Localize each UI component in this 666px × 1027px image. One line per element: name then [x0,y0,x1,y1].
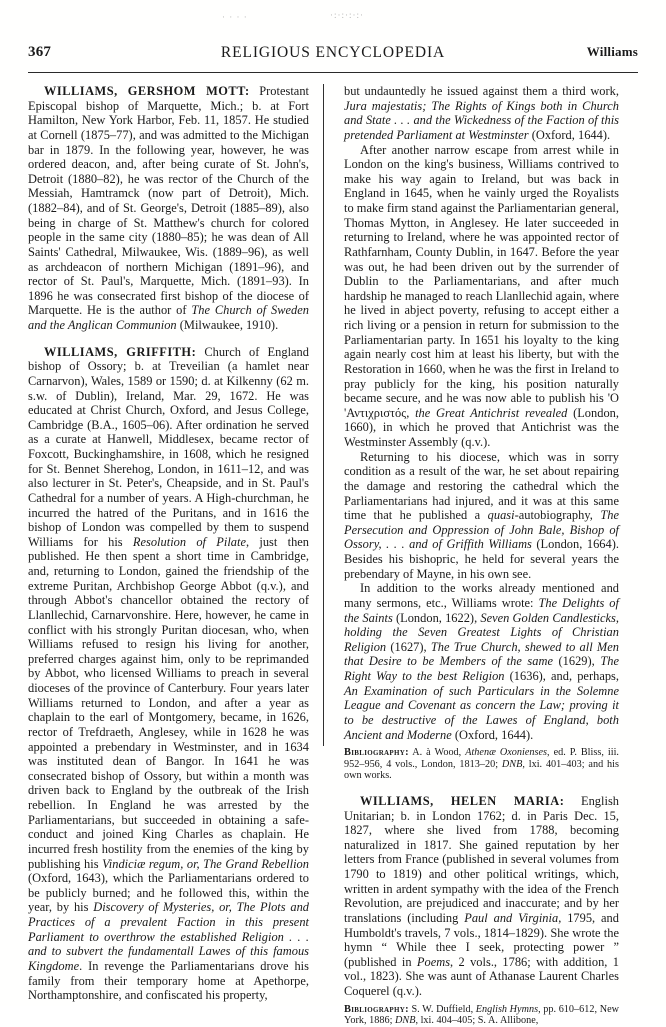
column-right [324,84,620,1027]
paragraph-text-1: After another narrow escape from arrest while in London on the king's business, Williams contrived to make his way again to Ireland, but was back in England in 1645, when he vainly urged the Royalists to make firm stand against the Parliamentarian general, Thomas Mytton, in Anglesey. He later succeeded in returning to Ireland, where he was appointed rector of Rathfarnham, County Dublin, in 1647. Before the year was out, he had been driven out by the surrender of Dublin to the Parliamentarians, and after much hardship he managed to reach Llanllechid again, where he lived in abject poverty, refusing to accept either a rich living or a pension in return for submission to the Parliamentarian party. In 1651 his loyalty to the king again nearly cost him at least his liberty, but with the Restoration in 1660, when he was the first in Ireland to pray publicly for the king, his position naturally became secure, and he was now able to publish his [344,142,619,406]
entry-text-4: . In revenge the Parliamentarians drove his family from their temporary home at Apethorpe, Northamptonshire, and confiscated his property, [28,958,309,1003]
continuation-text-1: but undauntedly he issued against them a third work, [344,84,619,98]
paragraph-restoration [344,143,619,450]
entry-text-3: , 2 vols., 1786; with addition, 1 vol., 1823). She was aunt of Athanase Laurent Charles Coquerel (q.v.). [344,954,619,999]
paragraph-works-list [344,581,619,742]
entry-text-2: (Milwaukee, 1910). [176,318,279,332]
entry-headword: WILLIAMS, GERSHOM MOTT: [44,84,250,98]
paragraph-text-6: (Oxford, 1644). [451,727,534,742]
running-title: RELIGIOUS ENCYCLOPEDIA [220,44,446,61]
bibliography-title-a: English Hymns [475,1003,539,1015]
work-title-2: Seven Golden Candlesticks, holding the Seven Greatest Lights of Christian Religion [344,610,620,654]
work-title-1: Paul and Virginia [464,910,559,925]
running-head [28,44,638,64]
bibliography-text-c: , lxi. 401–403; and his own works. [344,758,619,782]
work-title-1: Resolution of Pilate [132,534,246,549]
bibliography-text-b: , ed. P. Bliss, iii. 952–956, 4 vols., London, 1813–20; [344,747,619,770]
bibliography-helen-maria [344,1004,619,1027]
work-title-5: An Examination of such Particulars in the Solemne League and Covenant as concern the Law; proving it to be destructive of the Lawes of England, both Ancient and Moderne [344,683,619,742]
greek-title: 'Ο 'Αντιχριστός [344,391,619,420]
quasi-italic: quasi [487,508,515,523]
work-title-2: The Persecution and Oppression of John Bale, Bishop of Ossory, . . . and of Griffith Williams [344,508,619,552]
paragraph-text-1: In addition to the works already mentioned and many sermons, etc., Williams wrote: [344,581,619,610]
paragraph-text-4: (1629), [552,654,601,669]
work-title-1: Jura majestatis; The Rights of Kings both in Church and State . . . and the Wickedness of the Faction of this pretended Parliament at Westminster [344,98,619,142]
running-catchword: Williams [586,44,638,59]
work-title-2: Poems [416,954,451,969]
paragraph-text-2: (London, 1622), [392,610,481,625]
paragraph-diocese [344,450,619,582]
entry-headword: WILLIAMS, GRIFFITH: [44,344,197,359]
work-title-3: Discovery of Mysteries, or, The Plots and Practices of a prevalent Faction in this present Parliament to overthrow the established Religion . . . and to subvert the fundamentall Lawes of this famous Kingdome [28,900,309,973]
work-title-3: The True Church, shewed to all Men that Desire to be Members of the same [344,639,619,669]
paragraph-text-1: Returning to his diocese, which was in sorry condition as a result of the war, he set about repairing the damage and restoring the cathedral which the Parliamentarians had injured, and it was at this same time that he published a [344,449,619,523]
bibliography-label: Bibliography: [344,747,409,759]
work-title-2: Vindiciæ regum, or, The Grand Rebellion [102,856,309,871]
bibliography-griffith [344,747,619,782]
paragraph-text-3: (1627), [386,639,431,654]
work-title-4: The Right Way to the best Religion [344,654,619,683]
scan-speckle-right: ·:·:·:·:· [330,10,364,20]
entry-text-3: (Oxford, 1643), which the Parliamentarians ordered to be publicly burned; and he followed this, within the year, by his [28,871,309,915]
paragraph-text-3: (London, 1664). Besides his bishopric, he held for several years the prebendary of Mayne, in his own see. [344,537,619,581]
entry-text-2: , 1795, and Humboldt's travels, 7 vols., 1814–1829). She wrote the hymn “ While thee I seek, protecting power ” (published in [344,910,619,969]
entry-text-1: Protestant Episcopal bishop of Marquette, Mich.; b. at Fort Hamilton, New York Harbor, Feb. 11, 1857. He studied at Cornell (1875–77), and was admitted to the Michigan bar in 1879. In the following year, however, he was ordered deacon, and, after being curate of St. John's, Detroit (1880–82), he was rector of the Church of the Messiah, Hamtramck (now part of Detroit), Mich. (1882–84), and of St. George's, Detroit (1885–89), also being in charge of St. Matthew's church for colored people in the same city (1880–85); he was dean of All Saints' Cathedral, Milwaukee, Wis. (1889–96), as well as archdeacon of northern Michigan (1891–96), and rector of St. Paul's, Marquette, Mich. (1891–93). In 1896 he was consecrated first bishop of the diocese of Marquette. He is the author of [28,84,309,318]
page-number: 367 [28,44,52,60]
entry-williams-gershom-mott [28,84,309,333]
bibliography-text-b: , pp. 610–612, New York, 1886; [344,1003,619,1027]
continuation-text-2: (Oxford, 1644). [528,127,611,142]
bibliography-label: Bibliography: [344,1003,409,1015]
entry-text-2: , just then published. He then spent a short time in Cambridge, and, returning to London, gained the friendship of the extreme Puritan, Archbishop George Abbot (q.v.), and through Abbot's chancellor obtained the rectory of Llanllechid, Carnarvonshire. Here, however, he came in conflict with his strongly Puritan diocesan, who, when Williams refused to resign his living for another, preferred charges against him, only to be reprimanded by Abbot, who licensed Williams to preach in several dioceses of the province of Canterbury. Four years later Williams returned to London, and after a year as chaplain to the earl of Montgomery, became, in 1626, rector of Trefdraeth, Anglesey, while in 1628 he was appointed a prebendary in Westminster, and in 1634 was instituted dean of Bangor. In 1641 he was consecrated bishop of Ossory, but within a month was driven back to England by the outbreak of the Irish rebellion. In England he was arrested by the Parliamentarians, but succeeded in obtaining a safe-conduct and joined King Charles as chaplain. He incurred fresh hostility from the enemies of the king by publishing his [28,534,310,871]
entry-continuation [344,84,619,143]
entry-text-1: Church of England bishop of Ossory; b. at Treveilian (a hamlet near Carnarvon), Wales, 1589 or 1590; d. at Kilkenny (62 m. s.w. of Dublin), Ireland, Mar. 29, 1672. He was educated at Christ Church, Oxford, and Jesus College, Cambridge (B.A., 1605–06). After ordination he served as a curate at Hanwell, Middlesex, became rector of Foxcott, Buckinghamshire, in 1608, which he resigned for St. Bennet Sherehog, London, in 1611–12, and was also lecturer in St. Peter's, Cheapside, and in St. Paul's Cathedral for a number of years. A High-churchman, he incurred the hatred of the Puritans, and in 1616 the bishop of London was compelled by them to suspend Williams for his [28,344,309,549]
entry-williams-griffith [28,345,309,1003]
bibliography-text-a: A. à Wood, [408,747,466,759]
entry-headword: WILLIAMS, HELEN MARIA: [360,793,565,808]
paragraph-text-2: -autobiography, [514,508,601,523]
bibliography-text-a: S. W. Duffield, [408,1003,476,1015]
bibliography-title-b: DNB [501,758,523,770]
column-left [28,84,323,1003]
header-rule [28,72,638,73]
entry-text-1: English Unitarian; b. in London 1762; d. in Paris Dec. 15, 1827, where she lived from 1788, becoming naturalized in 1817. She gained reputation by her letters from France (published in several volumes from 1790 to 1819) and other political writings, which, written in ardent sympathy with the idea of the French Revolution, are prejudiced and inaccurate; and by her translations (including [344,793,619,925]
work-title-1: , the Great Antichrist revealed [406,405,568,420]
bibliography-title-a: Athenæ Oxonienses [465,747,548,759]
body-columns [28,84,638,1027]
work-title-1: The Delights of the Saints [344,595,619,625]
bibliography-text-c: , lxi. 404–405; S. A. Allibone, [415,1015,539,1027]
work-title-1: The Church of Sweden and the Anglican Communion [28,303,309,332]
entry-williams-helen-maria [344,794,619,999]
bibliography-title-b: DNB [395,1015,416,1027]
paragraph-text-5: (1636), and, perhaps, [504,669,620,683]
scan-speckle-left: · · · · [222,12,248,22]
paragraph-text-2: (London, 1660), in which he proved that Antichrist was the Westminster Assembly (q.v.). [344,405,619,449]
